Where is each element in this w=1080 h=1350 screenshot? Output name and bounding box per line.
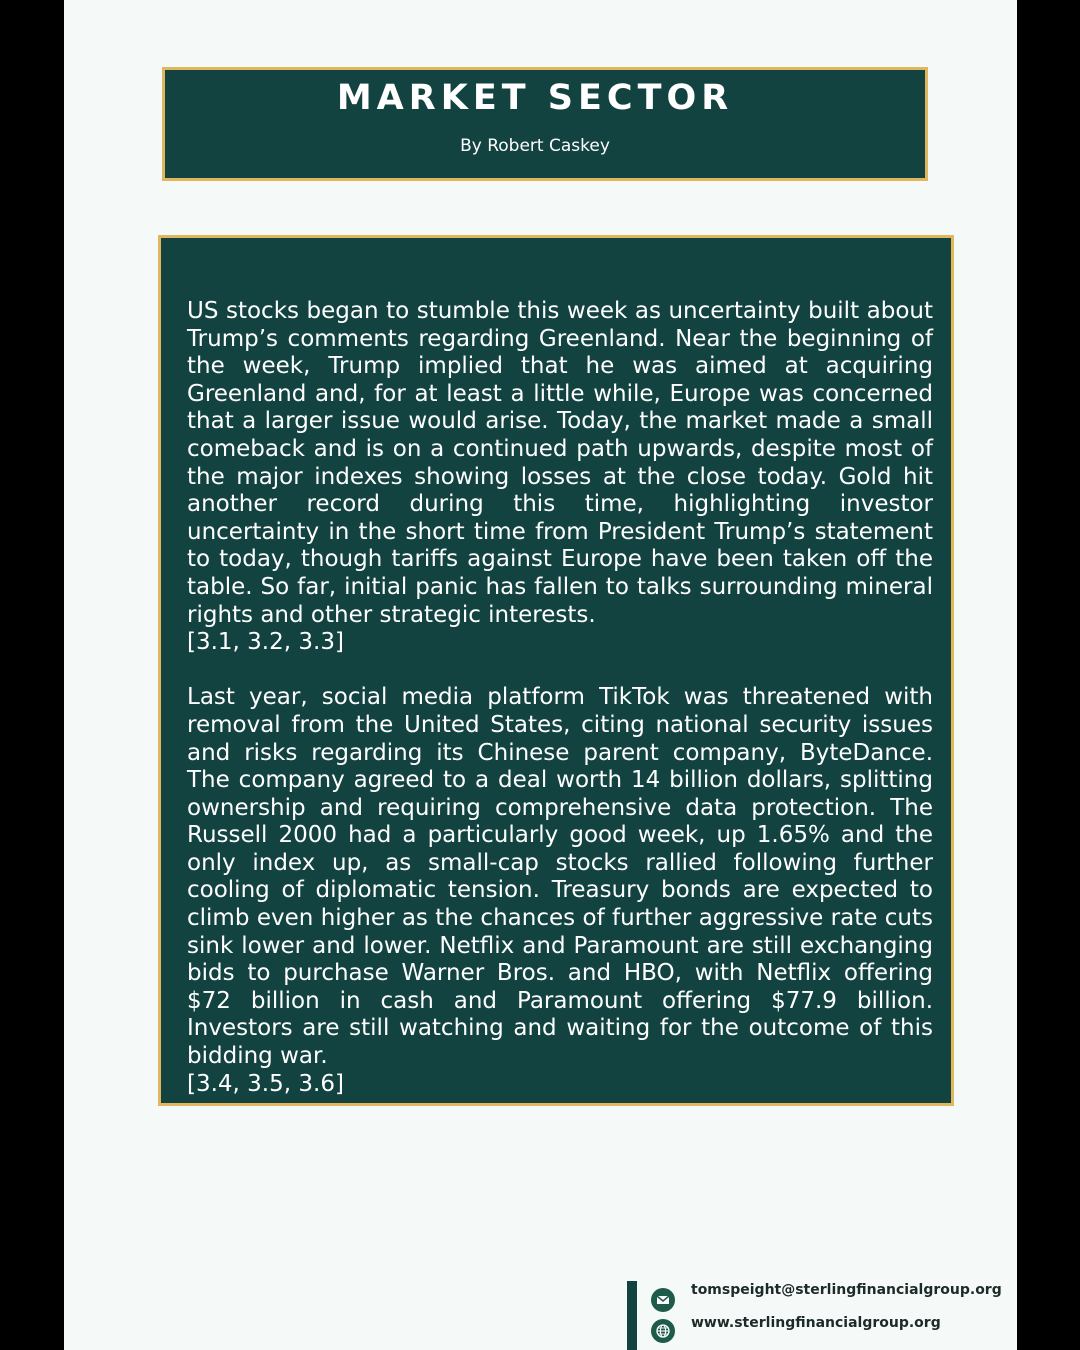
article-box: [158, 235, 954, 1106]
citation-1: [3.1, 3.2, 3.3]: [187, 629, 344, 656]
byline: By Robert Caskey: [460, 136, 610, 156]
contact-email[interactable]: tomspeight@sterlingfinancialgroup.org: [691, 1282, 1002, 1298]
contact-accent-bar: [627, 1281, 637, 1350]
page: [64, 0, 1017, 1350]
article-paragraph-1: US stocks began to stumble this week as uncertainty built about Trump’s comments regarding Greenland. Near the beginning of the week, Trump implied that he was aimed at acquiring Greenland and, for at least a little while, Europe was concerned that a larger issue would arise. Today, the market made a small comeback and is on a continued path upwards, despite most of the major indexes showing losses at the close today. Gold hit another record during this time, highlighting investor uncertainty in the short time from President Trump’s statement to today, though tariffs against Europe have been taken off the table. So far, initial panic has fallen to talks surrounding mineral rights and other strategic interests.: [187, 298, 933, 628]
citation-2: [3.4, 3.5, 3.6]: [187, 1070, 344, 1097]
article-paragraph-2: Last year, social media platform TikTok was threatened with removal from the United States, citing national security issues and risks regarding its Chinese parent company, ByteDance. The company agreed to a deal worth 14 billion dollars, splitting ownership and requiring comprehensive data protection. The Russell 2000 had a particularly good week, up 1.65% and the only index up, as small-cap stocks rallied following further cooling of diplomatic tension. Treasury bonds are expected to climb even higher as the chances of further aggressive rate cuts sink lower and lower. Netflix and Paramount are still exchanging bids to purchase Warner Bros. and HBO, with Netflix offering $72 billion in cash and Paramount offering $77.9 billion. Investors are still watching and waiting for the outcome of this bidding war.: [187, 684, 933, 1070]
paragraph-spacer: [187, 657, 933, 685]
envelope-icon: [651, 1288, 675, 1312]
page-title: MARKET SECTOR: [336, 78, 734, 118]
article-body: [187, 298, 933, 1098]
globe-icon: [651, 1319, 675, 1343]
contact-website[interactable]: www.sterlingfinancialgroup.org: [691, 1315, 941, 1331]
header-box: [162, 67, 928, 181]
